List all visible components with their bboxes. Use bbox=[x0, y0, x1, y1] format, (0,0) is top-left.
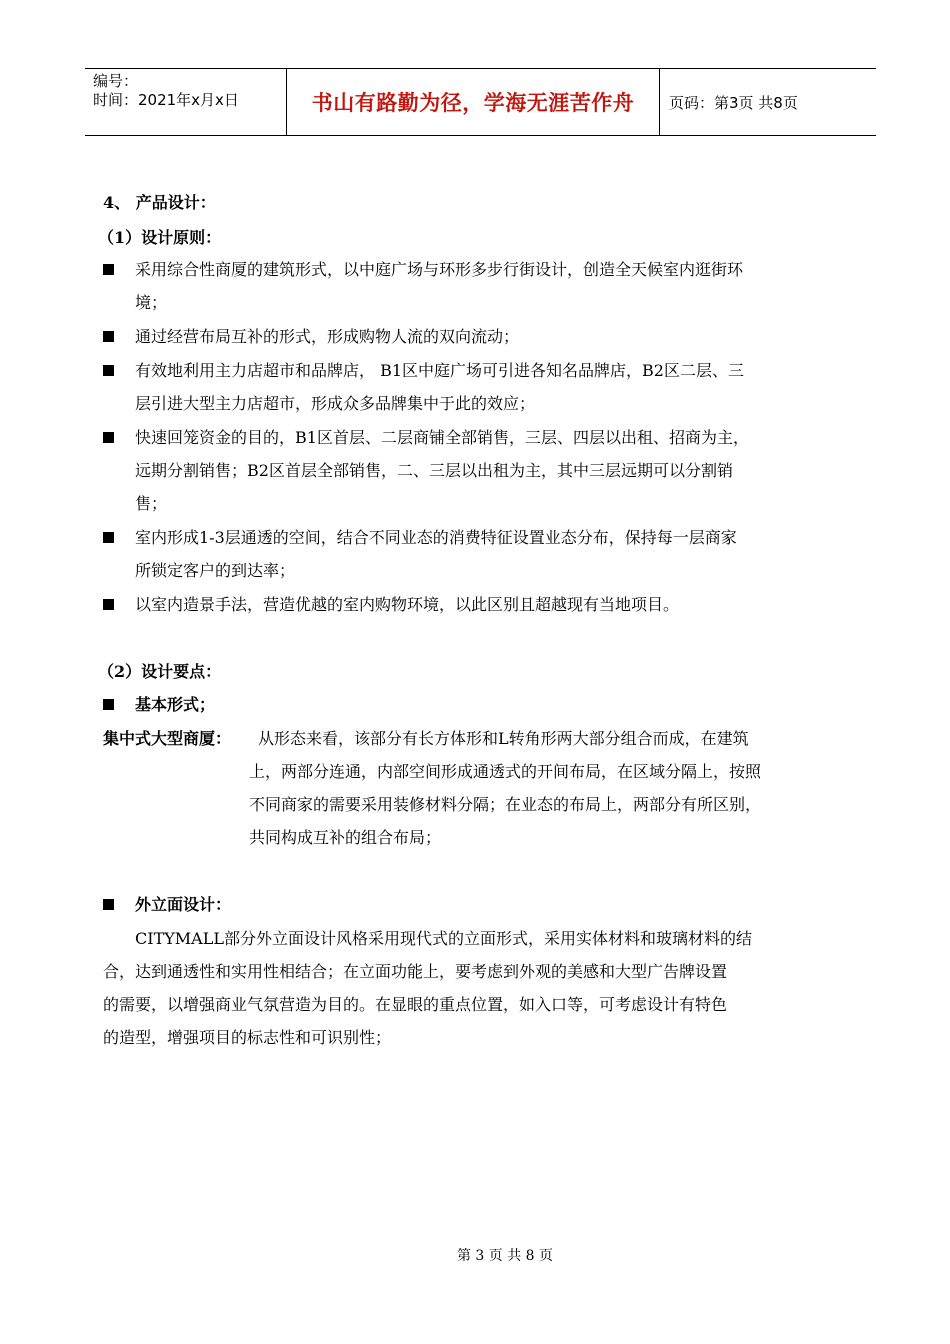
principle-text: 采用综合性商厦的建筑形式，以中庭广场与环形多步行街设计，创造全天候室内逛街环 bbox=[135, 260, 744, 279]
header-meta bbox=[85, 69, 287, 135]
principle-text: 售； bbox=[135, 494, 168, 513]
principle-text: 层引进大型主力店超市，形成众多品牌集中于此的效应； bbox=[135, 394, 536, 413]
facade-design-text: CITYMALL部分外立面设计风格采用现代式的立面形式，采用实体材料和玻璃材料的结 bbox=[135, 929, 752, 948]
bullet-square-icon bbox=[103, 699, 114, 710]
principle-text: 所锁定客户的到达率； bbox=[135, 561, 296, 580]
principle-text: 快速回笼资金的目的，B1区首层、二层商铺全部销售，三层、四层以出租、招商为主， bbox=[135, 428, 749, 447]
bullet-square-icon bbox=[103, 599, 114, 610]
bullet-square-icon bbox=[103, 365, 114, 376]
bullet-square-icon bbox=[103, 899, 114, 910]
concentrated-mall-text: 不同商家的需要采用装修材料分隔；在业态的布局上，两部分有所区别， bbox=[249, 795, 762, 814]
principle-text: 通过经营布局互补的形式，形成购物人流的双向流动； bbox=[135, 327, 520, 346]
principle-text: 境； bbox=[135, 293, 168, 312]
bullet-square-icon bbox=[103, 264, 114, 275]
bullet-square-icon bbox=[103, 331, 114, 342]
page-header bbox=[85, 68, 876, 136]
document-number: 编号： bbox=[93, 72, 139, 90]
bullet-square-icon bbox=[103, 432, 114, 443]
subsection-design-points: （2）设计要点： bbox=[98, 662, 222, 681]
concentrated-mall-text: 从形态来看，该部分有长方体形和L转角形两大部分组合而成，在建筑 bbox=[258, 729, 749, 748]
principle-text: 室内形成1-3层通透的空间，结合不同业态的消费特征设置业态分布，保持每一层商家 bbox=[135, 528, 737, 547]
principle-text: 以室内造景手法，营造优越的室内购物环境，以此区别且超越现有当地项目。 bbox=[135, 595, 680, 614]
page-footer: 第 3 页 共 8 页 bbox=[456, 1248, 554, 1264]
facade-design-text: 合，达到通透性和实用性相结合；在立面功能上，要考虑到外观的美感和大型广告牌设置 bbox=[103, 962, 728, 981]
facade-design-text: 的需要，以增强商业气氛营造为目的。在显眼的重点位置，如入口等，可考虑设计有特色 bbox=[103, 995, 728, 1014]
facade-design-text: 的造型，增强项目的标志性和可识别性； bbox=[103, 1028, 392, 1047]
basic-form-title: 基本形式； bbox=[135, 695, 216, 714]
principle-text: 远期分割销售；B2区首层全部销售，二、三层以出租为主，其中三层远期可以分割销 bbox=[135, 461, 733, 480]
bullet-square-icon bbox=[103, 532, 114, 543]
facade-design-title: 外立面设计： bbox=[135, 895, 232, 914]
subsection-design-principles: （1）设计原则： bbox=[98, 228, 222, 247]
header-page-number: 页码：第3页 共8页 bbox=[669, 93, 798, 112]
principle-text: 有效地利用主力店超市和品牌店， B1区中庭广场可引进各知名品牌店，B2区二层、三 bbox=[135, 361, 744, 380]
document-time: 时间：2021年x月x日 bbox=[93, 91, 239, 109]
concentrated-mall-text: 上，两部分连通，内部空间形成通透式的开间布局，在区域分隔上，按照 bbox=[249, 762, 762, 781]
concentrated-mall-label: 集中式大型商厦： bbox=[103, 729, 232, 748]
header-motto: 书山有路勤为径，学海无涯苦作舟 bbox=[287, 69, 660, 135]
section-heading: 4、 产品设计： bbox=[103, 193, 216, 212]
concentrated-mall-text: 共同构成互补的组合布局； bbox=[249, 828, 442, 847]
